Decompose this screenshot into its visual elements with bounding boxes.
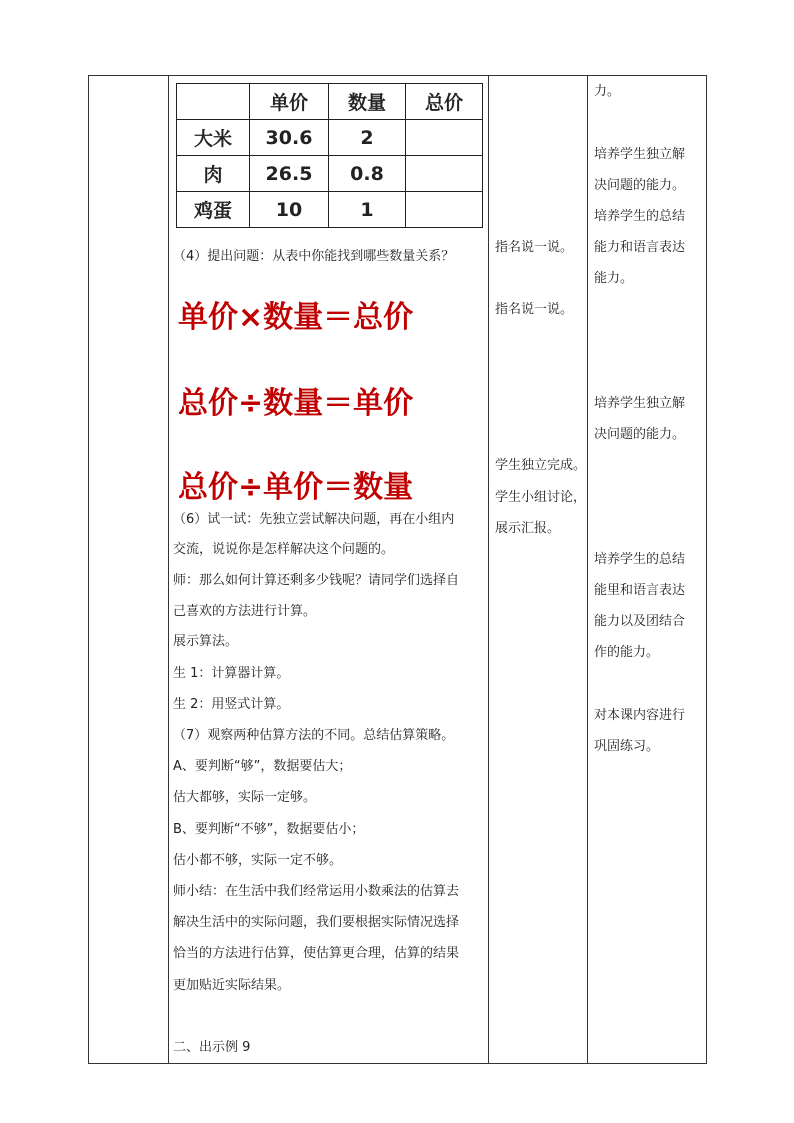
purpose-line: 能力以及团结合 xyxy=(594,614,686,629)
purpose-line: 对本课内容进行 xyxy=(594,708,686,723)
header-cell: 总价 xyxy=(406,84,483,120)
purpose-line: 力。 xyxy=(594,84,621,99)
formula-1: 单价×数量＝总价 xyxy=(178,300,414,335)
body-line: 估小都不够，实际一定不够。 xyxy=(173,853,343,868)
table-row xyxy=(177,120,483,156)
student-line: 学生小组讨论， xyxy=(495,490,587,505)
header-cell: 数量 xyxy=(329,84,406,120)
qty-cell: 2 xyxy=(329,120,406,156)
student-line: 学生独立完成。 xyxy=(495,458,587,473)
body-line: 恰当的方法进行估算，使估算更合理，估算的结果 xyxy=(173,946,460,961)
price-cell: 10 xyxy=(250,192,329,228)
body-line: 解决生活中的实际问题，我们要根据实际情况选择 xyxy=(173,915,460,930)
purpose-line: 能力和语言表达 xyxy=(594,240,686,255)
header-cell: 单价 xyxy=(250,84,329,120)
body-line: 师：那么如何计算还剩多少钱呢？请同学们选择自 xyxy=(173,573,460,588)
question-4: （4）提出问题：从表中你能找到哪些数量关系？ xyxy=(173,249,455,264)
purpose-line: 培养学生独立解 xyxy=(594,147,686,162)
body-line: 展示算法。 xyxy=(173,634,239,649)
teaching-content-column xyxy=(168,75,488,1064)
body-line: 估大都够，实际一定够。 xyxy=(173,790,317,805)
body-line: 师小结：在生活中我们经常运用小数乘法的估算去 xyxy=(173,884,460,899)
price-cell: 26.5 xyxy=(250,156,329,192)
qty-cell: 0.8 xyxy=(329,156,406,192)
body-line: 交流，说说你是怎样解决这个问题的。 xyxy=(173,542,395,557)
column-divider-3 xyxy=(587,75,588,1064)
formula-3: 总价÷单价＝数量 xyxy=(178,470,414,505)
table-row xyxy=(177,156,483,192)
price-table xyxy=(176,83,483,228)
purpose-line: 能力。 xyxy=(594,271,634,286)
section-2-heading: 二、出示例 9 xyxy=(173,1040,251,1055)
formula-2: 总价÷数量＝单价 xyxy=(178,386,414,421)
item-name-cell: 大米 xyxy=(177,120,250,156)
student-line: 指名说一说。 xyxy=(495,240,574,255)
body-line: 生 2：用竖式计算。 xyxy=(173,697,290,712)
item-name-cell: 肉 xyxy=(177,156,250,192)
total-cell xyxy=(406,156,483,192)
body-line: A、要判断“够”，数据要估大； xyxy=(173,759,352,774)
purpose-line: 培养学生独立解 xyxy=(594,396,686,411)
purpose-line: 决问题的能力。 xyxy=(594,178,686,193)
body-line: （6）试一试：先独立尝试解决问题，再在小组内 xyxy=(173,512,455,527)
student-line: 展示汇报。 xyxy=(495,521,561,536)
body-line: （7）观察两种估算方法的不同。总结估算策略。 xyxy=(173,728,455,743)
purpose-line: 培养学生的总结 xyxy=(594,552,686,567)
table-row xyxy=(177,192,483,228)
item-name-cell: 鸡蛋 xyxy=(177,192,250,228)
purpose-line: 能里和语言表达 xyxy=(594,583,686,598)
total-cell xyxy=(406,120,483,156)
purpose-line: 巩固练习。 xyxy=(594,739,660,754)
purpose-line: 培养学生的总结 xyxy=(594,209,686,224)
column-divider-2 xyxy=(488,75,489,1064)
student-line: 指名说一说。 xyxy=(495,302,574,317)
price-cell: 30.6 xyxy=(250,120,329,156)
body-line: 己喜欢的方法进行计算。 xyxy=(173,604,317,619)
qty-cell: 1 xyxy=(329,192,406,228)
purpose-line: 决问题的能力。 xyxy=(594,427,686,442)
purpose-line: 作的能力。 xyxy=(594,645,660,660)
body-line: 更加贴近实际结果。 xyxy=(173,978,291,993)
body-line: 生 1：计算器计算。 xyxy=(173,666,290,681)
header-cell xyxy=(177,84,250,120)
table-header-row xyxy=(177,84,483,120)
body-line: B、要判断“不够”，数据要估小； xyxy=(173,822,365,837)
total-cell xyxy=(406,192,483,228)
